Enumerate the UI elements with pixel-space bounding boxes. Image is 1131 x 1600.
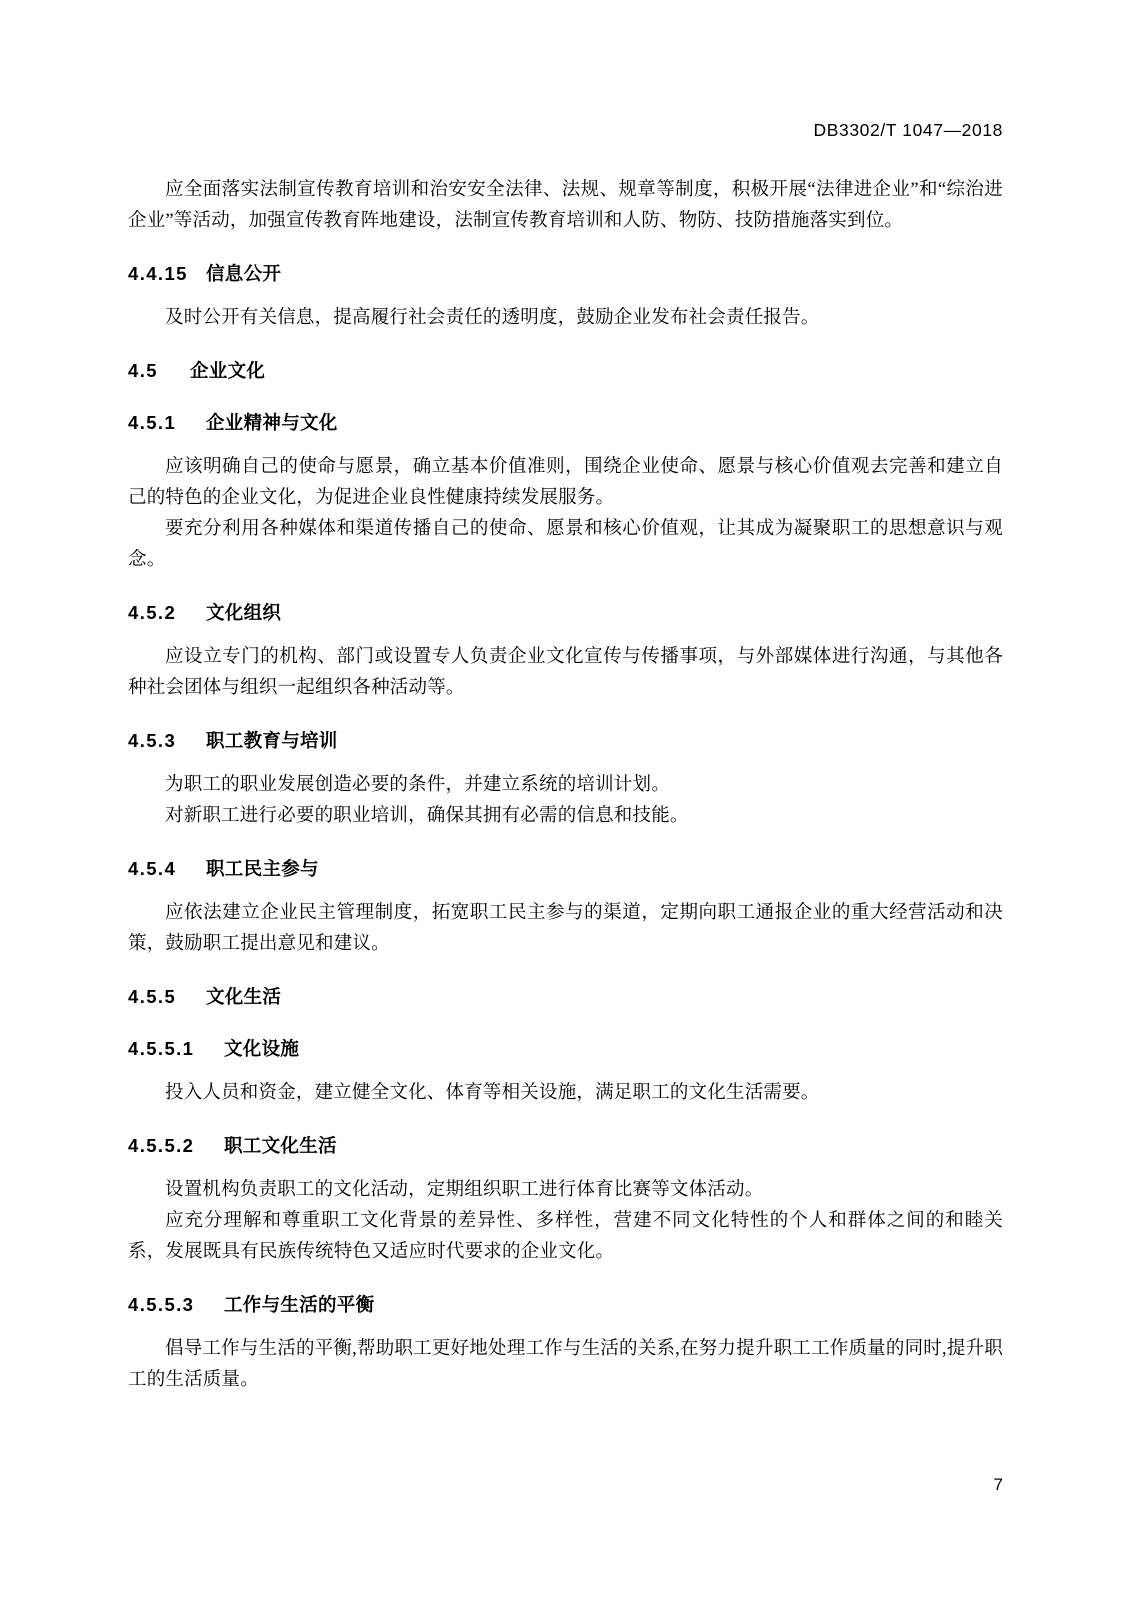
section-heading-4-5: [128, 356, 1003, 386]
section-title: 职工文化生活: [224, 1135, 337, 1156]
page-content: [128, 120, 1003, 1398]
section-number: 4.5.5.3: [128, 1294, 195, 1315]
section-number: 4.5.4: [128, 858, 177, 879]
section-heading-4-5-5-2: [128, 1131, 1003, 1161]
paragraph: 要充分利用各种媒体和渠道传播自己的使命、愿景和核心价值观，让其成为凝聚职工的思想意识与观念。: [128, 519, 1003, 570]
paragraph: 应充分理解和尊重职工文化背景的差异性、多样性，营建不同文化特性的个人和群体之间的和睦关系，发展既具有民族传统特色又适应时代要求的企业文化。: [128, 1211, 1003, 1262]
section-title: 信息公开: [206, 263, 282, 284]
paragraph: 为职工的职业发展创造必要的条件，并建立系统的培训计划。: [165, 775, 670, 795]
section-number: 4.5.1: [128, 412, 177, 433]
paragraph: 设置机构负责职工的文化活动，定期组织职工进行体育比赛等文体活动。: [165, 1180, 764, 1200]
section-heading-4-5-5-3: [128, 1290, 1003, 1320]
section-heading-4-5-4: [128, 854, 1003, 884]
section-number: 4.5.3: [128, 730, 177, 751]
section-number: 4.4.15: [128, 263, 188, 284]
section-heading-4-5-2: [128, 598, 1003, 628]
paragraph: 投入人员和资金，建立健全文化、体育等相关设施，满足职工的文化生活需要。: [165, 1083, 820, 1103]
section-heading-4-4-15: [128, 259, 1003, 289]
section-title: 文化生活: [206, 986, 282, 1007]
section-heading-4-5-5-1: [128, 1034, 1003, 1064]
section-number: 4.5.5: [128, 986, 177, 1007]
section-title: 职工民主参与: [206, 858, 319, 879]
section-number: 4.5.5.2: [128, 1135, 195, 1156]
page-number: 7: [993, 1475, 1003, 1494]
section-heading-4-5-3: [128, 726, 1003, 756]
paragraph: 应依法建立企业民主管理制度，拓宽职工民主参与的渠道，定期向职工通报企业的重大经营活动和决策，鼓励职工提出意见和建议。: [128, 903, 1003, 954]
paragraph: 应该明确自己的使命与愿景，确立基本价值准则，围绕企业使命、愿景与核心价值观去完善和建立自己的特色的企业文化，为促进企业良性健康持续发展服务。: [128, 457, 1003, 508]
section-number: 4.5.5.1: [128, 1038, 195, 1059]
section-title: 职工教育与培训: [206, 730, 338, 751]
section-heading-4-5-5: [128, 982, 1003, 1012]
page-header: DB3302/T 1047—2018: [813, 120, 1003, 140]
section-number: 4.5.2: [128, 602, 177, 623]
paragraph: 应全面落实法制宣传教育培训和治安安全法律、法规、规章等制度，积极开展“法律进企业”和“综治进企业”等活动，加强宣传教育阵地建设，法制宣传教育培训和人防、物防、技防措施落实到位。: [128, 180, 1003, 231]
section-heading-4-5-1: [128, 408, 1003, 438]
paragraph: 应设立专门的机构、部门或设置专人负责企业文化宣传与传播事项，与外部媒体进行沟通，与其他各种社会团体与组织一起组织各种活动等。: [128, 647, 1003, 698]
paragraph: 及时公开有关信息，提高履行社会责任的透明度，鼓励企业发布社会责任报告。: [165, 308, 820, 328]
section-number: 4.5: [128, 360, 158, 381]
section-title: 文化设施: [224, 1038, 300, 1059]
paragraph: 倡导工作与生活的平衡,帮助职工更好地处理工作与生活的关系,在努力提升职工工作质量的同时,提升职工的生活质量。: [128, 1339, 1003, 1390]
paragraph: 对新职工进行必要的职业培训，确保其拥有必需的信息和技能。: [165, 806, 689, 826]
section-title: 文化组织: [206, 602, 282, 623]
section-title: 工作与生活的平衡: [224, 1294, 375, 1315]
section-title: 企业精神与文化: [206, 412, 338, 433]
section-title: 企业文化: [190, 360, 266, 381]
